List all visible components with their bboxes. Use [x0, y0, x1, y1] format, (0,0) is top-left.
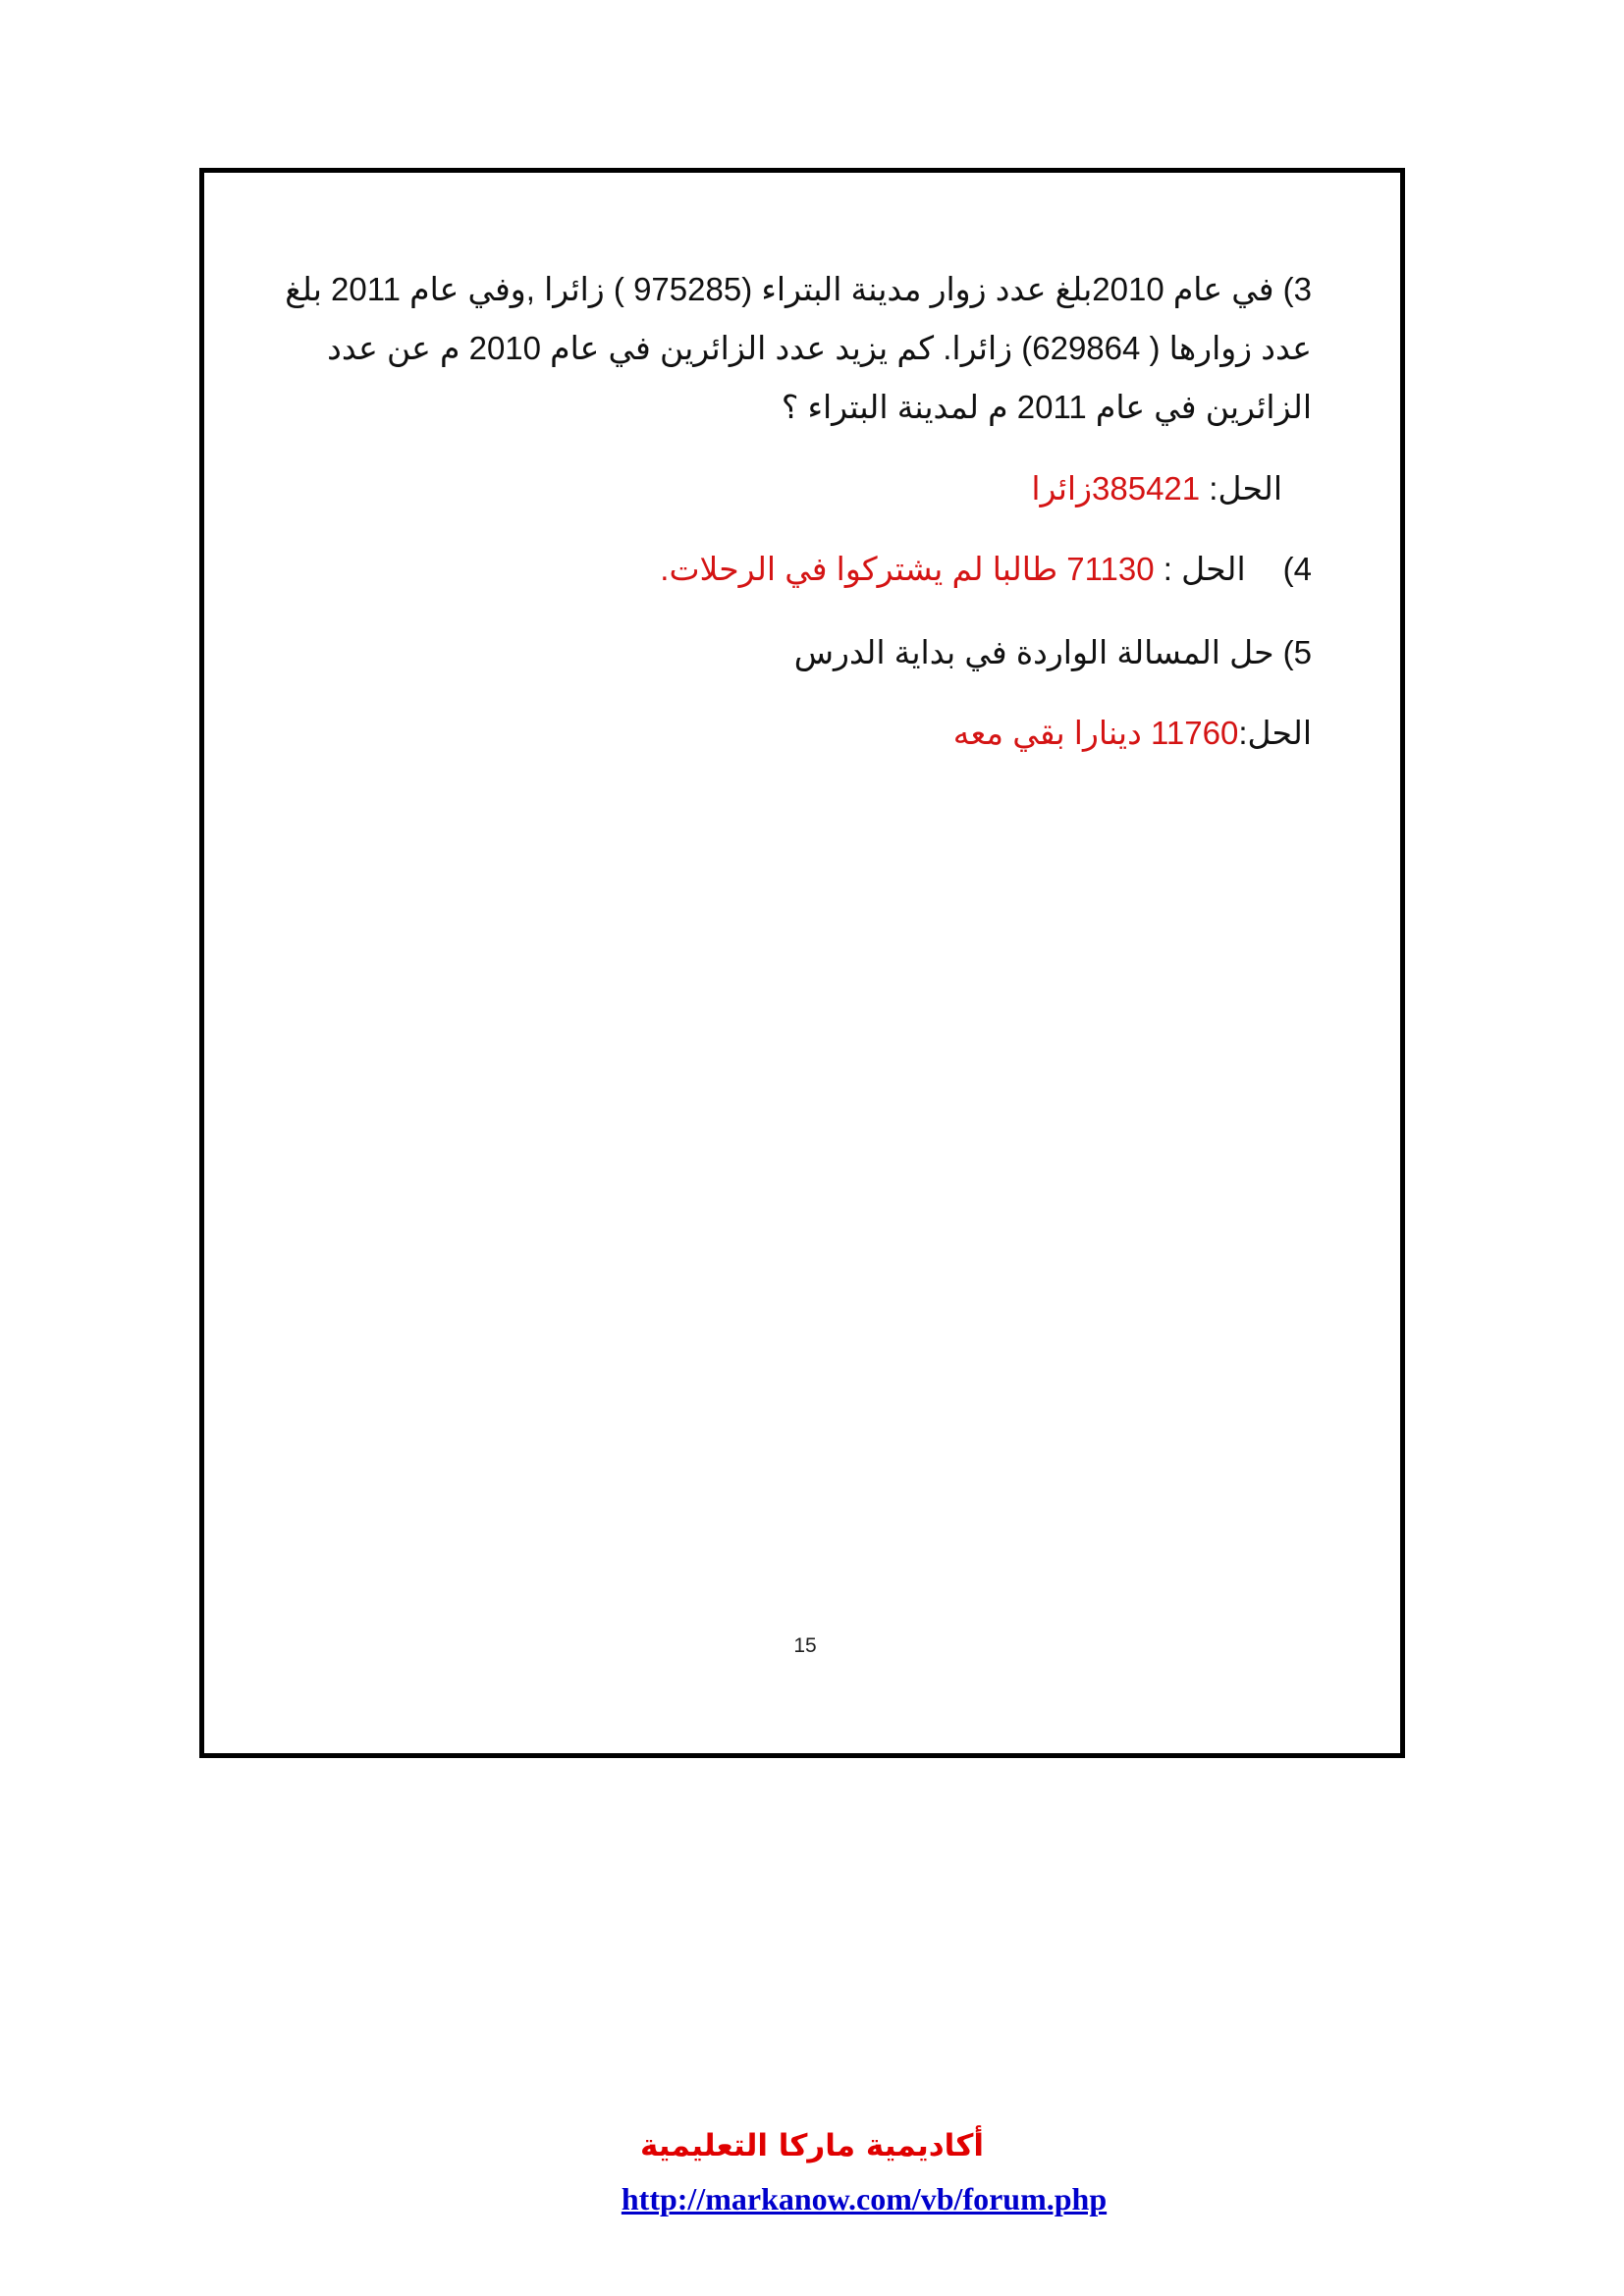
- page-number: 15: [793, 1634, 817, 1657]
- problem-5-text: 5) حل المسالة الواردة في بداية الدرس: [793, 634, 1312, 670]
- problem-3-line-3: الزائرين في عام 2011 م لمدينة البتراء ؟: [781, 389, 1312, 425]
- problem-5-answer: [330, 714, 1312, 752]
- answer-label: الحل:: [1200, 470, 1282, 507]
- problem-3-line-1: 3) في عام 2010بلغ عدد زوار مدينة البتراء (975285 ) زائرا ,وفي عام 2011 بلغ: [285, 271, 1312, 307]
- problem-4-number: 4): [1282, 551, 1312, 587]
- answer-label: الحل:: [1238, 715, 1312, 751]
- footer-link[interactable]: http://markanow.com/vb/forum.php: [621, 2181, 1108, 2216]
- problem-5: [330, 633, 1312, 671]
- problem-3-line-2: عدد زوارها ( 629864) زائرا. كم يزيد عدد الزائرين في عام 2010 م عن عدد: [327, 330, 1312, 366]
- answer-value: 71130 طالبا لم يشتركوا في الرحلات.: [660, 551, 1155, 587]
- problem-3: [285, 260, 1312, 437]
- answer-label: الحل :: [1154, 551, 1246, 587]
- problem-4-answer: [330, 550, 1312, 588]
- answer-value: 11760 دينارا بقي معه: [952, 715, 1239, 751]
- answer-value: 385421زائرا: [1031, 470, 1201, 507]
- footer-title: أكاديمية ماركا التعليمية: [640, 2128, 984, 2163]
- problem-3-answer: [330, 469, 1312, 507]
